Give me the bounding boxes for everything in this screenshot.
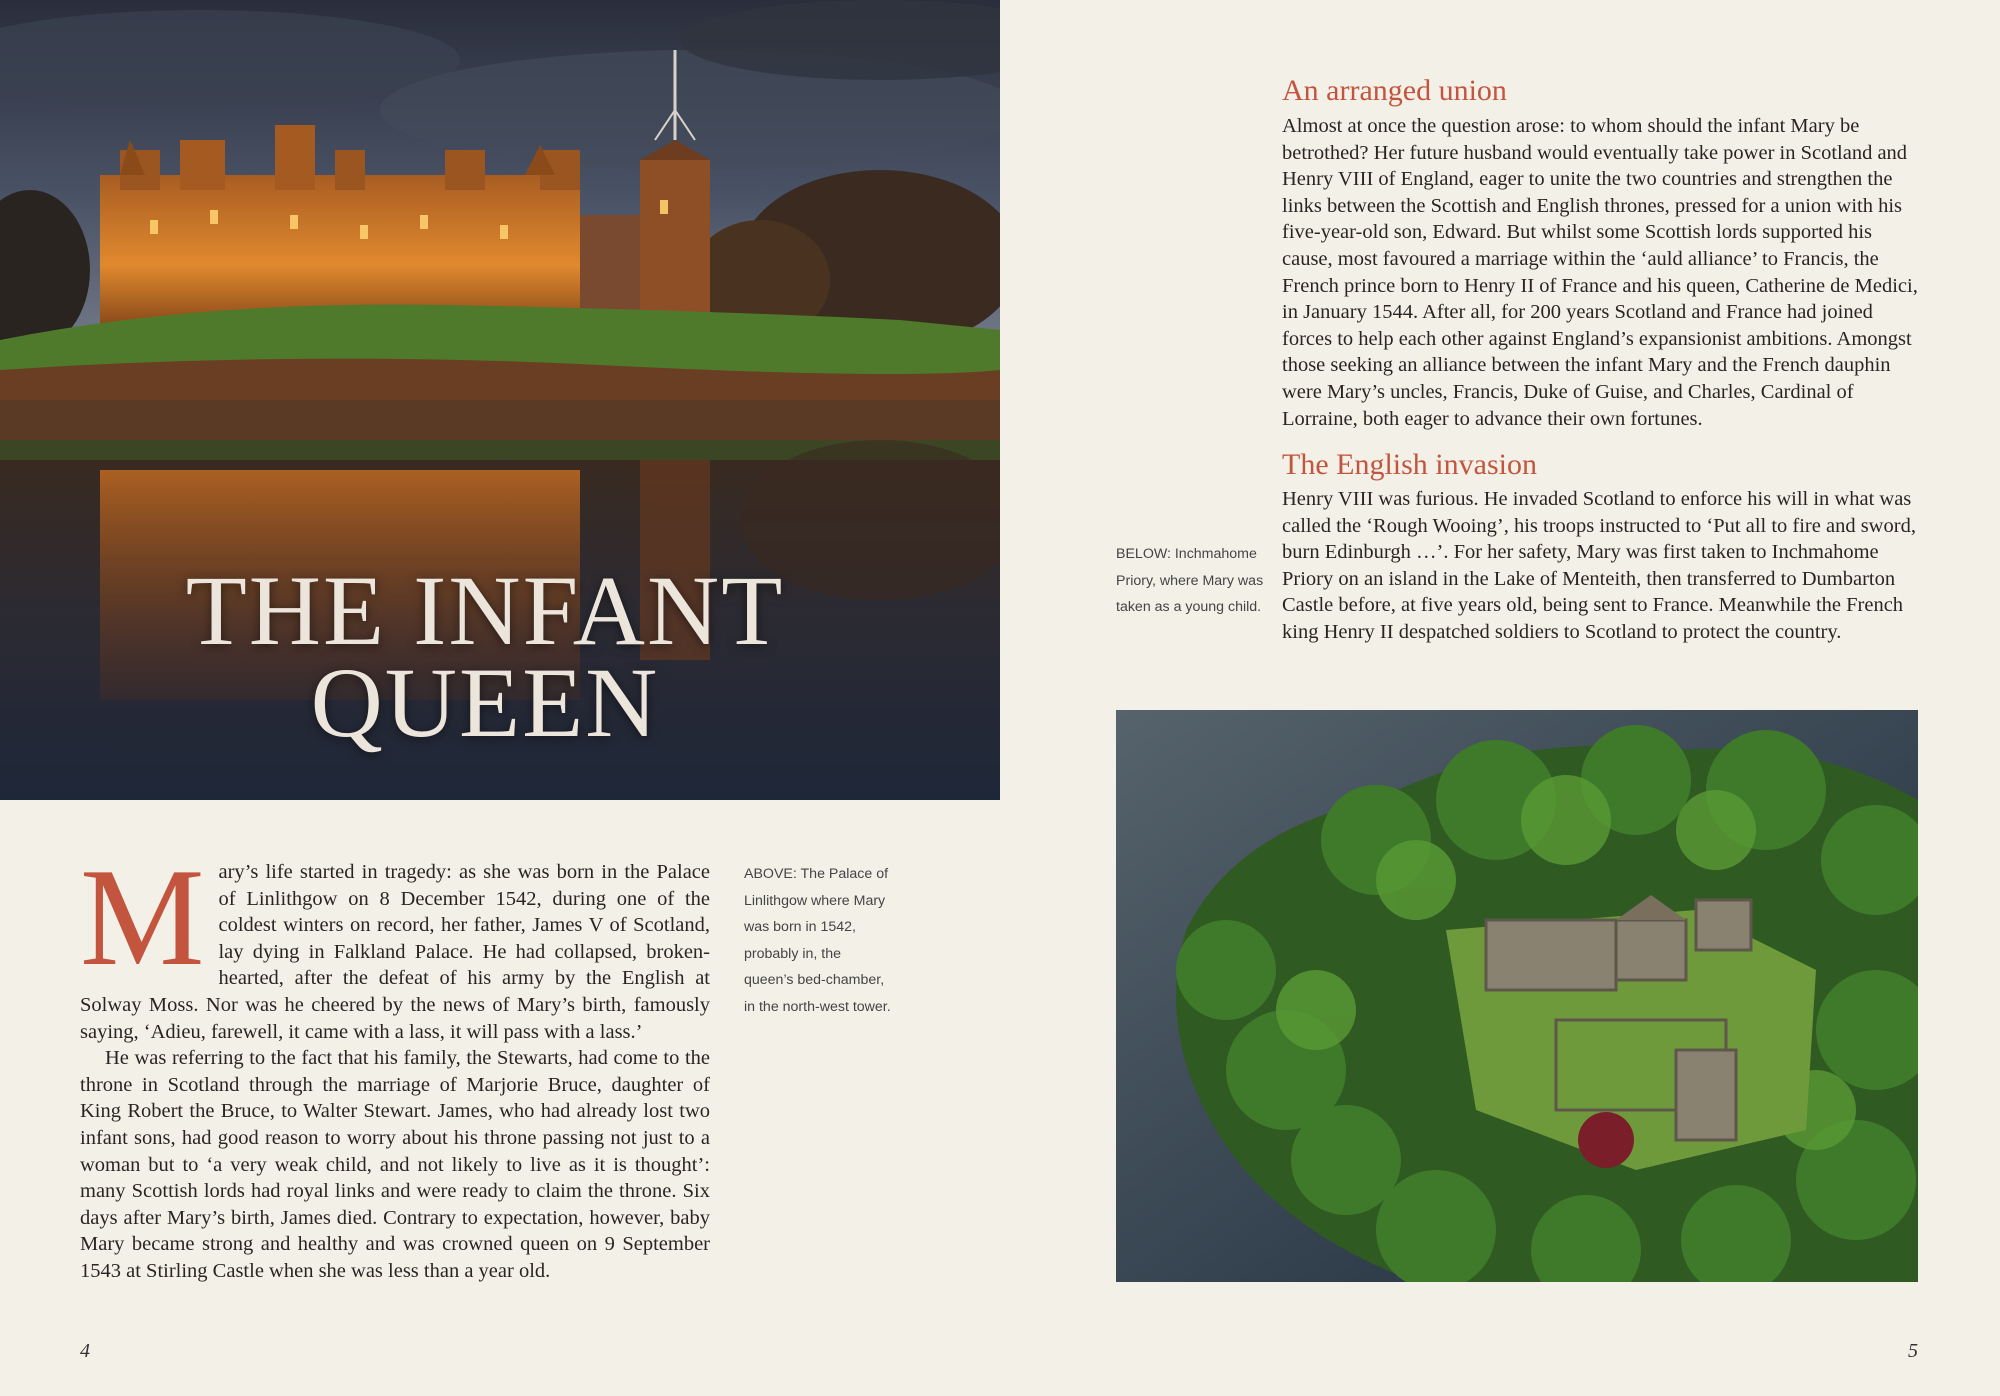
inchmahome-priory-photo (1116, 710, 1918, 1282)
chapter-title-line-2: QUEEN (310, 647, 660, 758)
chapter-title (0, 555, 970, 758)
left-paragraph-2: He was referring to the fact that his family, the Stewarts, had come to the throne in Scotland through the marriage of Marjorie Bruce, daughter of King Robert the Bruce, to Walter Stewart. James, who had already lost two infant sons, had good reason to worry about his throne passing not just to a woman but to ‘a very weak child, and not likely to live as it is thought’: many Scottish lords had royal links and were ready to claim the throne. Six days after Mary’s birth, James died. Contrary to expectation, however, baby Mary became strong and healthy and was crowned queen on 9 September 1543 at Stirling Castle when she was less than a year old. (80, 1047, 710, 1282)
left-body-text (80, 840, 710, 1285)
right-body-text-1 (1282, 113, 1922, 432)
caption-above: ABOVE: The Palace of Linlithgow where Mary was born in 1542, probably in, the queen’s bed-chamber, in the north-west tower. (744, 866, 891, 1015)
right-paragraph-2: Henry VIII was furious. He invaded Scotland to enforce his will in what was called the ‘Rough Wooing’, his troops instructed to ‘Put all to fire and sword, burn Edinburgh …’. For her safety, Mary was first taken to Inchmahome Priory on an island in the Lake of Menteith, then transferred to Dumbarton Castle before, at five years old, being sent to France. Meanwhile the French king Henry II despatched soldiers to Scotland to protect the country. (1282, 488, 1916, 643)
left-paragraph-1 (80, 840, 710, 1045)
right-paragraph-1: Almost at once the question arose: to whom should the infant Mary be betrothed? Her future husband would eventually take power in Scotland and Henry VIII of England, eager to unite the two countries and strengthen the links between the Scottish and English thrones, pressed for a union with his five-year-old son, Edward. But whilst some Scottish lords supported his cause, most favoured a marriage within the ‘auld alliance’ to Francis, the French prince born to Henry II of France and his queen, Catherine de Medici, in January 1544. After all, for 200 years Scotland and France had joined forces to help each other against England’s expansionist ambitions. Amongst those seeking an alliance between the infant Mary and the French dauphin were Mary’s uncles, Francis, Duke of Guise, and Charles, Cardinal of Lorraine, both eager to advance their own fortunes. (1282, 115, 1918, 430)
heading-arranged-union: An arranged union (1282, 74, 1507, 107)
page-number-left: 4 (80, 1340, 90, 1362)
right-body-text-2 (1282, 486, 1922, 646)
priory-illustration (1116, 710, 1918, 1282)
left-paragraph-1-text: ary’s life started in tragedy: as she was born in the Palace of Linlithgow on 8 December 1542, during one of the coldest winters on record, her father, James V of Scotland, lay dying in Falkland Palace. He had collapsed, broken-hearted, after the defeat of his army by the English at Solway Moss. Nor was he cheered by the news of Mary’s birth, famously saying, ‘Adieu, farewell, it came with a lass, it will pass with a lass.’ (80, 861, 710, 1043)
caption-below: BELOW: Inchmahome Priory, where Mary was taken as a young child. (1116, 546, 1264, 616)
heading-english-invasion: The English invasion (1282, 448, 1537, 481)
chapter-title-line-1: THE INFANT (185, 555, 785, 666)
linlithgow-palace-photo (0, 0, 1000, 800)
drop-cap: M (80, 840, 205, 995)
page-number-right: 5 (1908, 1340, 1918, 1362)
